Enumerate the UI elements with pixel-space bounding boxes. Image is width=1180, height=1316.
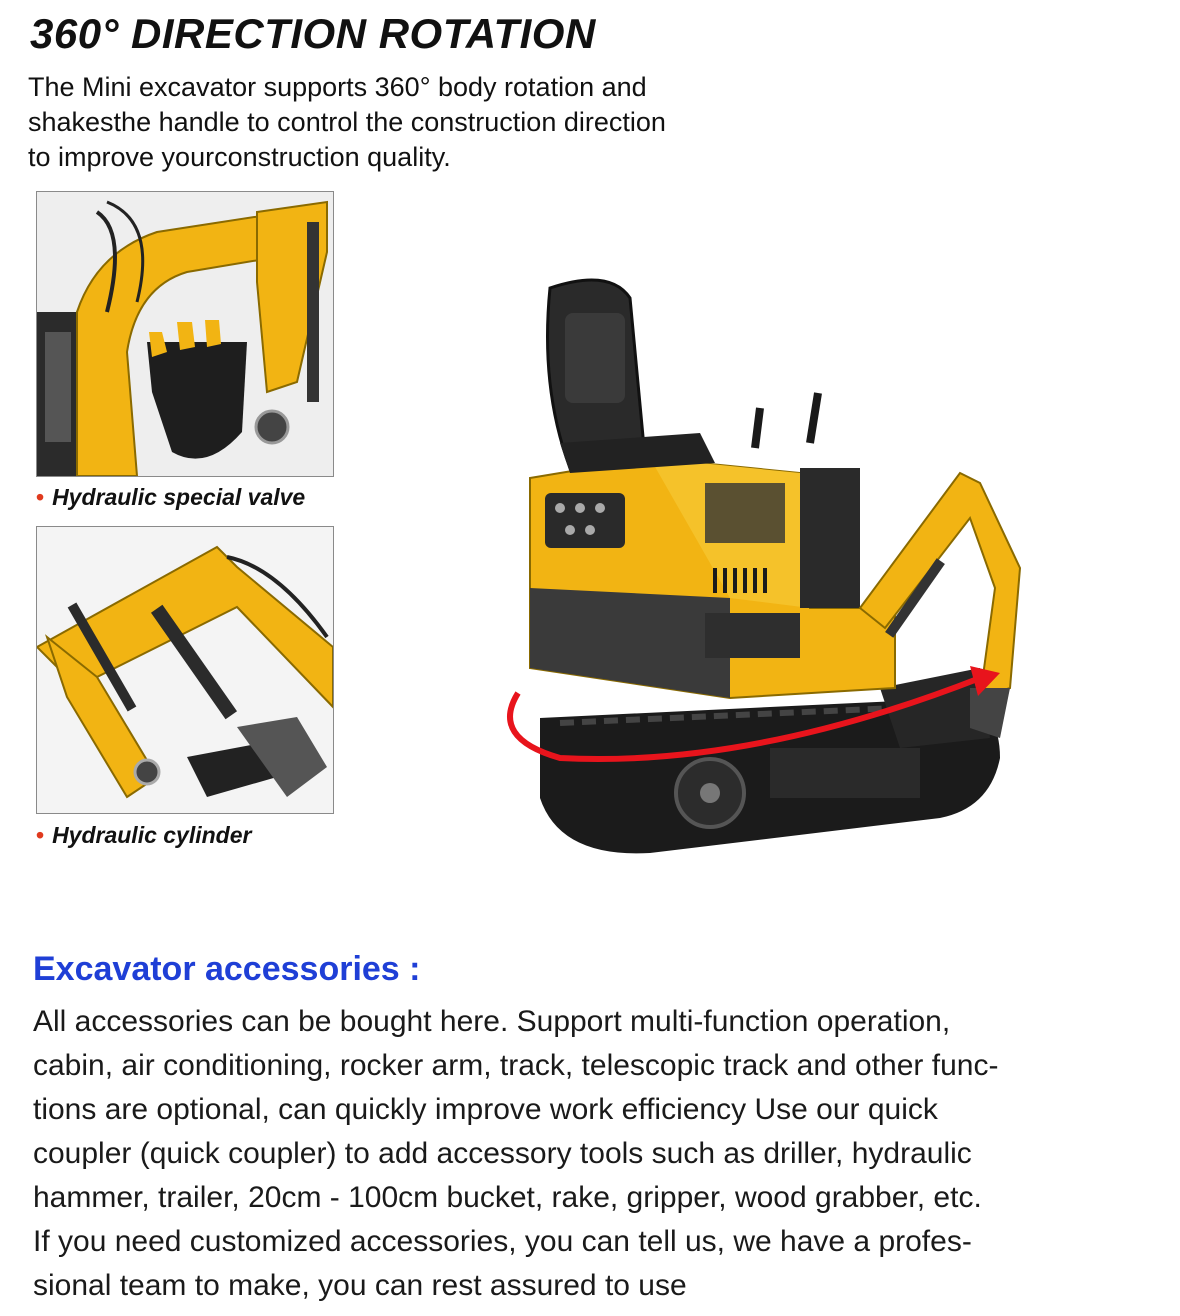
accessories-line: All accessories can be bought here. Support multi-function operation, xyxy=(33,1005,951,1038)
accessories-line: hammer, trailer, 20cm - 100cm bucket, rake, gripper, wood grabber, etc. xyxy=(33,1181,982,1214)
bullet-dot-icon: • xyxy=(36,822,45,848)
intro-text xyxy=(28,70,788,175)
excavator-illustration xyxy=(500,268,1060,868)
hydraulic-cylinder-photo xyxy=(36,526,334,814)
intro-line: shakesthe handle to control the construction direction xyxy=(28,107,666,137)
intro-line: The Mini excavator supports 360° body rotation and xyxy=(28,72,647,102)
accessories-line: tions are optional, can quickly improve work efficiency Use our quick xyxy=(33,1093,938,1126)
accessories-description xyxy=(33,1000,1153,1308)
accessories-line: sional team to make, you can rest assured to use xyxy=(33,1269,687,1302)
hydraulic-valve-photo xyxy=(36,191,334,477)
caption-hydraulic-cylinder: • Hydraulic cylinder xyxy=(36,822,252,848)
cylinder-arm-illustration xyxy=(37,527,333,813)
bucket-arm-illustration xyxy=(37,192,333,476)
bullet-dot-icon: • xyxy=(36,484,45,510)
page-title: 360° DIRECTION ROTATION xyxy=(30,10,596,57)
accessories-line: If you need customized accessories, you can tell us, we have a profes- xyxy=(33,1225,972,1258)
mini-excavator-image xyxy=(500,268,1060,868)
intro-line: to improve yourconstruction quality. xyxy=(28,142,451,172)
accessories-heading: Excavator accessories : xyxy=(33,950,421,988)
accessories-line: cabin, air conditioning, rocker arm, track, telescopic track and other func- xyxy=(33,1049,999,1082)
accessories-line: coupler (quick coupler) to add accessory tools such as driller, hydraulic xyxy=(33,1137,972,1170)
caption-hydraulic-valve: • Hydraulic special valve xyxy=(36,484,306,510)
